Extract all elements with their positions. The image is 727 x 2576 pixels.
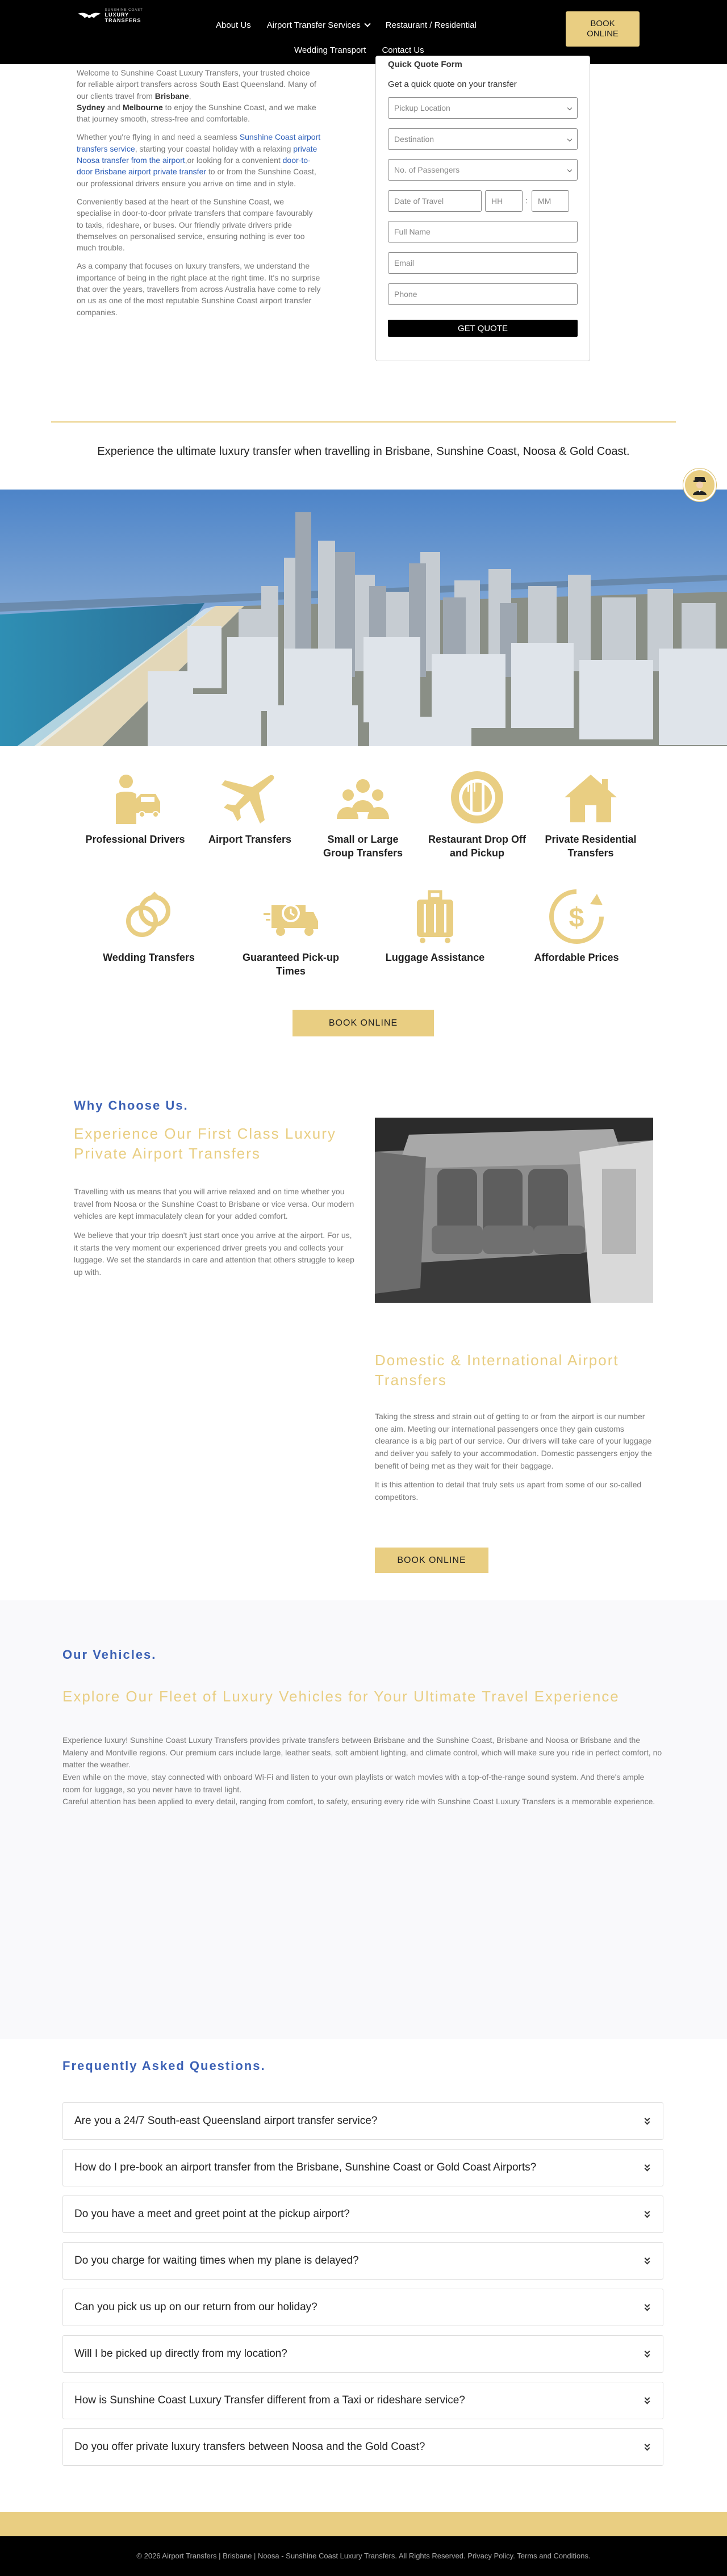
nav-contact-us[interactable]: Contact Us — [382, 45, 424, 55]
book-online-line2: ONLINE — [587, 29, 619, 39]
our-vehicles-heading: Our Vehicles. — [62, 1647, 157, 1662]
intro-p1-end: to enjoy the Sunshine Coast, and we make that journey smooth, stress-free and comfortable. — [77, 102, 316, 124]
quote-form-title: Quick Quote Form — [388, 60, 462, 69]
van-interior-illustration — [375, 1118, 653, 1303]
book-online-line1: BOOK — [590, 19, 615, 28]
quick-quote-form — [375, 56, 590, 361]
faq-question: Do you offer private luxury transfers between Noosa and the Gold Coast? — [74, 2441, 425, 2453]
faq-question: Will I be picked up directly from my location? — [74, 2348, 287, 2360]
name-placeholder: Full Name — [394, 227, 431, 236]
intro-text — [77, 67, 321, 325]
copyright-text: © 2026 Airport Transfers | Brisbane | Noosa - Sunshine Coast Luxury Transfers. All Rights Reserved. — [136, 2552, 466, 2560]
why-choose-text — [74, 1186, 358, 1286]
chevron-down-icon — [567, 106, 572, 110]
nav-about-us[interactable]: About Us — [216, 20, 251, 30]
luxury-van-interior-image — [375, 1118, 653, 1303]
domestic-text — [375, 1411, 653, 1511]
intro-paragraph-4: As a company that focuses on luxury transfers, we understand the importance of being in the right place at the right time. It's no surprise that over the years, travellers from across Australia have come to rely on us as one of the most reputable Sunshine Coast airport transfer companies. — [77, 261, 321, 317]
svg-text:$: $ — [569, 903, 584, 933]
book-online-button-2[interactable]: BOOK ONLINE — [375, 1548, 488, 1573]
service-label: Wedding Transfers — [103, 952, 195, 963]
tagline: Experience the ultimate luxury transfer when travelling in Brisbane, Sunshine Coast, Noosa & Gold Coast. — [97, 445, 630, 458]
double-chevron-down-icon — [644, 2396, 651, 2405]
book-online-button[interactable]: BOOK ONLINE — [293, 1010, 434, 1036]
intro-comma: , — [189, 91, 191, 101]
faq-item[interactable] — [62, 2149, 663, 2186]
gold-coast-skyline-image — [0, 490, 727, 746]
service-label: Airport Transfers — [208, 834, 292, 845]
double-chevron-down-icon — [644, 2349, 651, 2358]
faq-question: How is Sunshine Coast Luxury Transfer different from a Taxi or rideshare service? — [74, 2394, 465, 2406]
faq-item[interactable] — [62, 2335, 663, 2373]
service-label: Professional Drivers — [85, 834, 185, 845]
date-of-travel-field[interactable] — [388, 190, 482, 212]
restaurant-icon — [449, 770, 505, 827]
site-logo[interactable] — [77, 8, 162, 24]
book-online-header-button[interactable] — [566, 11, 640, 47]
link-private-noosa-transfer[interactable]: private Noosa transfer from the airport — [77, 144, 317, 165]
site-header — [0, 0, 727, 64]
pickup-placeholder: Pickup Location — [394, 103, 450, 112]
intro-paragraph-3: Conveniently based at the heart of the Sunshine Coast, we specialise in door-to-door private transfers that compare favourably to taxis, rideshare, or buses. Our friendly private drivers pride themselves on personalised service, ensuring nothing is ever too much trouble. — [77, 196, 313, 253]
double-chevron-down-icon — [644, 2210, 651, 2219]
pickup-location-select[interactable] — [388, 97, 578, 119]
intro-and: and — [105, 102, 123, 112]
house-icon — [562, 770, 619, 827]
service-wedding — [98, 888, 200, 964]
double-chevron-down-icon — [644, 2163, 651, 2172]
logo-wordmark-bottom: LUXURY TRANSFERS — [105, 12, 141, 23]
faq-question: How do I pre-book an airport transfer from the Brisbane, Sunshine Coast or Gold Coast Airports? — [74, 2161, 537, 2173]
faq-question: Are you a 24/7 South-east Queensland airport transfer service? — [74, 2115, 378, 2127]
logo-wordmark-top: SUNSHINE COAST — [105, 9, 143, 12]
chevron-down-icon — [567, 137, 572, 141]
why-choose-heading: Why Choose Us. — [74, 1098, 189, 1113]
professional-driver-icon — [107, 770, 164, 827]
main-nav — [216, 20, 477, 30]
time-separator: : — [525, 196, 528, 205]
vehicles-paragraph-2: Even while on the move, stay connected with onboard Wi-Fi and listen to your own playlists or watch movies with a top-of-the-range sound system. And there's ample room for luggage, so you never have to travel light. — [62, 1772, 645, 1794]
double-chevron-down-icon — [644, 2303, 651, 2312]
passengers-placeholder: No. of Passengers — [394, 165, 460, 174]
faq-item[interactable] — [62, 2242, 663, 2280]
first-class-title: Experience Our First Class Luxury Private Airport Transfers — [74, 1125, 336, 1162]
service-luggage — [384, 888, 486, 964]
terms-conditions-link[interactable]: Terms and Conditions — [517, 2552, 588, 2560]
intro-p1-text: Welcome to Sunshine Coast Luxury Transfers, your trusted choice for reliable airport transfers across South East Queensland. Many of our clients travel from — [77, 68, 316, 101]
phone-field[interactable] — [388, 283, 578, 305]
vehicles-section — [0, 1600, 727, 2039]
service-professional-drivers — [84, 770, 186, 846]
quote-form-subtitle: Get a quick quote on your transfer — [388, 80, 517, 89]
vehicles-text — [62, 1734, 665, 1808]
wings-logo-icon — [77, 10, 101, 22]
luggage-icon — [407, 888, 463, 945]
date-placeholder: Date of Travel — [394, 196, 444, 206]
divider — [51, 421, 676, 423]
faq-item[interactable] — [62, 2382, 663, 2419]
vehicles-paragraph-1: Experience luxury! Sunshine Coast Luxury Transfers provides private transfers between Brisbane and the Sunshine Coast, Brisbane and Noosa or Brisbane and the Maleny and Montville regions. Our premium cars include large, leather seats, soft ambient lighting, and climate control, which will make sure you ride in perfect comfort, no matter the weather. — [62, 1736, 662, 1770]
faq-question: Do you have a meet and greet point at the pickup airport? — [74, 2208, 350, 2220]
service-label: Affordable Prices — [534, 952, 619, 963]
intro-p2-mid2: ,or looking for a convenient — [185, 156, 283, 165]
service-group-transfers — [312, 770, 414, 860]
service-airport-transfers — [199, 770, 301, 846]
email-placeholder: Email — [394, 258, 415, 267]
group-icon — [335, 770, 391, 827]
double-chevron-down-icon — [644, 2443, 651, 2452]
double-chevron-down-icon — [644, 2117, 651, 2126]
dollar-coin-icon — [548, 888, 605, 945]
intro-melbourne: Melbourne — [122, 102, 163, 112]
privacy-policy-link[interactable]: Privacy Policy — [467, 2552, 513, 2560]
chevron-down-icon[interactable] — [364, 20, 370, 27]
site-footer: © 2026 Airport Transfers | Brisbane | Noosa - Sunshine Coast Luxury Transfers. All Rights Reserved. Privacy Policy. Terms and Conditions. — [0, 2536, 727, 2576]
service-label: Small or Large Group Transfers — [323, 834, 403, 859]
nav-airport-transfer-label[interactable]: Airport Transfer Services — [266, 20, 361, 30]
faq-item[interactable] — [62, 2428, 663, 2466]
faq-item[interactable] — [62, 2289, 663, 2326]
faq-question: Can you pick us up on our return from our holiday? — [74, 2301, 317, 2313]
secondary-nav — [294, 45, 424, 55]
domestic-international-title: Domestic & International Airport Transfers — [375, 1352, 619, 1389]
service-restaurant — [426, 770, 528, 860]
chauffeur-icon — [688, 474, 711, 496]
why-paragraph-1: Travelling with us means that you will arrive relaxed and on time whether you travel from Noosa or the Sunshine Coast to Brisbane or vice versa. Our modern vehicles are kept immaculately clean for your added comfort. — [74, 1187, 354, 1221]
logo-text — [105, 9, 162, 23]
nav-wedding-transport[interactable]: Wedding Transport — [294, 45, 366, 55]
full-name-field[interactable] — [388, 221, 578, 242]
intro-paragraph-2 — [77, 131, 321, 189]
double-chevron-down-icon — [644, 2256, 651, 2265]
service-label: Luggage Assistance — [385, 952, 485, 963]
minute-field[interactable] — [532, 190, 569, 212]
faq-heading: Frequently Asked Questions. — [62, 2059, 266, 2073]
service-residential — [540, 770, 642, 860]
intro-p2-mid: , starting your coastal holiday with a relaxing — [135, 144, 294, 153]
domestic-paragraph-1: Taking the stress and strain out of getting to or from the airport is our number one aim. Meeting our international passengers once they gain customs clearance is a big part of our service. Our drivers will take care of your luggage and deliver you safely to your accommodation. Domestic passengers enjoy the benefit of being met as they wait for their baggage. — [375, 1412, 652, 1470]
service-affordable — [525, 888, 628, 964]
intro-p2-text: Whether you're flying in and need a seamless — [77, 132, 240, 142]
link-brisbane-airport-transfer[interactable]: door-to-door Brisbane airport private transfer — [77, 156, 311, 177]
clock-delivery-icon — [262, 888, 319, 945]
chauffeur-chat-button[interactable] — [683, 469, 716, 501]
hour-field[interactable] — [485, 190, 523, 212]
hour-placeholder: HH — [491, 196, 503, 206]
service-label: Restaurant Drop Off and Pickup — [428, 834, 526, 859]
nav-restaurant-residential[interactable]: Restaurant / Residential — [385, 20, 477, 30]
destination-select[interactable] — [388, 128, 578, 150]
chevron-down-icon — [567, 168, 572, 172]
link-sunshine-coast-airport-transfers[interactable]: Sunshine Coast airport transfers service — [77, 132, 321, 153]
service-pickup-times — [240, 888, 342, 978]
faq-question: Do you charge for waiting times when my plane is delayed? — [74, 2255, 359, 2266]
footer-gold-band — [0, 2512, 727, 2536]
faq-item[interactable] — [62, 2102, 663, 2140]
why-paragraph-2: We believe that your trip doesn't just start once you arrive at the airport. For us, it starts the very moment our experienced driver greets you and collects your luggage. We set the standards in care and attention that others struggle to keep up with. — [74, 1231, 354, 1277]
destination-placeholder: Destination — [394, 135, 434, 144]
faq-item[interactable] — [62, 2196, 663, 2233]
minute-placeholder: MM — [538, 196, 551, 206]
domestic-paragraph-2: It is this attention to detail that truly sets us apart from some of our so-called competitors. — [375, 1480, 642, 1502]
get-quote-button[interactable]: GET QUOTE — [388, 320, 578, 337]
intro-sydney: Sydney — [77, 102, 105, 112]
phone-placeholder: Phone — [394, 290, 417, 299]
skyline-illustration — [0, 490, 727, 746]
service-label: Guaranteed Pick-up Times — [242, 952, 340, 977]
nav-airport-transfer-services[interactable] — [267, 20, 370, 30]
vehicles-paragraph-3: Careful attention has been applied to every detail, ranging from comfort, to safety, ensuring every ride with Sunshine Coast Luxury Transfers is a memorable experience. — [62, 1797, 655, 1806]
intro-p2-end: to or from the Sunshine Coast, our professional drivers ensure you arrive on time and in style. — [77, 167, 316, 188]
intro-brisbane: Brisbane — [154, 91, 189, 101]
intro-paragraph-1 — [77, 67, 321, 124]
wedding-rings-icon — [120, 888, 177, 945]
service-label: Private Residential Transfers — [545, 834, 637, 859]
airplane-icon — [222, 770, 278, 827]
email-field[interactable] — [388, 252, 578, 274]
fleet-title: Explore Our Fleet of Luxury Vehicles for Your Ultimate Travel Experience — [62, 1688, 620, 1705]
passengers-select[interactable] — [388, 159, 578, 181]
